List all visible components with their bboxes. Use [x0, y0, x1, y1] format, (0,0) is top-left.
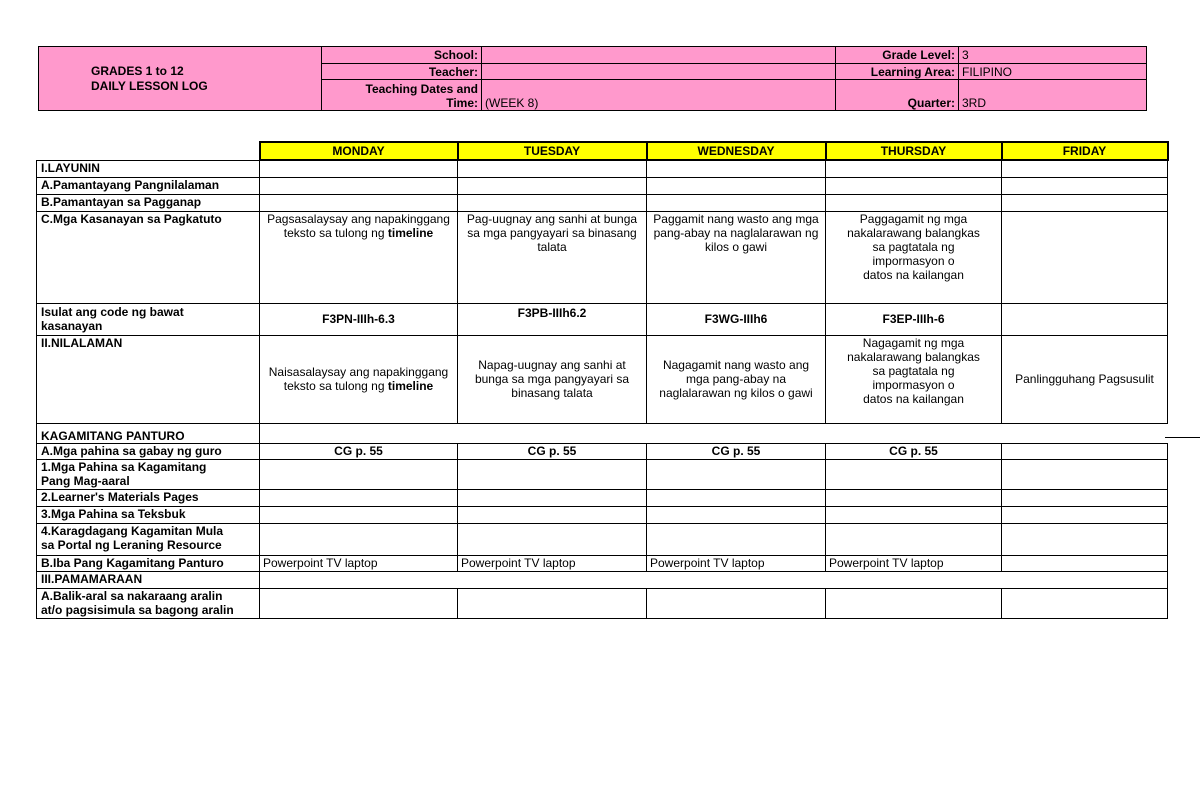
kasanayan-thursday[interactable]: Paggagamit ng mga nakalarawang balangkas sa pagtatala ng impormasyon o datos na kailangan — [826, 211, 1002, 303]
table-row — [37, 523, 1168, 555]
cell[interactable] — [647, 506, 826, 523]
log-title — [39, 47, 322, 111]
cell[interactable] — [1002, 489, 1168, 506]
code-tuesday[interactable]: F3PB-IIIh6.2 — [458, 303, 647, 335]
row-label-pamamaraan: III.PAMAMARAAN — [37, 571, 260, 588]
school-field[interactable] — [482, 47, 836, 64]
grade-level-field[interactable]: 3 — [959, 47, 1147, 64]
cell[interactable] — [458, 160, 647, 177]
row-label-learners-materials: 2.Learner's Materials Pages — [37, 489, 260, 506]
title-line-1: GRADES 1 to 12 — [91, 63, 184, 78]
grade-level-label: Grade Level: — [836, 47, 959, 64]
cell[interactable] — [1002, 160, 1168, 177]
gabay-thursday[interactable]: CG p. 55 — [826, 443, 1002, 459]
gabay-friday[interactable] — [1002, 443, 1168, 459]
cell[interactable] — [260, 160, 458, 177]
kasanayan-monday[interactable]: Pagsasalaysay ang napakinggang teksto sa tulong ng timeline — [260, 211, 458, 303]
cell[interactable] — [260, 489, 458, 506]
day-monday: MONDAY — [260, 142, 458, 160]
row-label-karagdagang-kagamitan: 4.Karagdagang Kagamitan Mula sa Portal ng Leraning Resource — [37, 523, 260, 555]
row-label-pamantayang-pangnilalaman: A.Pamantayang Pangnilalaman — [37, 177, 260, 194]
cell[interactable] — [826, 160, 1002, 177]
nilalaman-monday[interactable]: Naisasalaysay ang napakinggang teksto sa tulong ng timeline — [260, 335, 458, 423]
code-thursday[interactable]: F3EP-IIIh-6 — [826, 303, 1002, 335]
row-label-pamantayan-pagganap: B.Pamantayan sa Pagganap — [37, 194, 260, 211]
table-row — [37, 335, 1168, 423]
gabay-tuesday[interactable]: CG p. 55 — [458, 443, 647, 459]
cell[interactable] — [260, 177, 458, 194]
blank-corner — [37, 142, 260, 160]
cell[interactable] — [647, 194, 826, 211]
cell[interactable] — [647, 160, 826, 177]
row-label-kagamitang-panturo: KAGAMITANG PANTURO — [37, 423, 260, 443]
cell[interactable] — [826, 506, 1002, 523]
title-line-2: DAILY LESSON LOG — [91, 78, 208, 93]
cell[interactable] — [1002, 194, 1168, 211]
cell[interactable] — [647, 489, 826, 506]
table-row — [37, 555, 1168, 571]
cell[interactable] — [260, 506, 458, 523]
cell[interactable] — [647, 523, 826, 555]
cell[interactable] — [647, 459, 826, 489]
row-label-balik-aral: A.Balik-aral sa nakaraang aralin at/o pagsisimula sa bagong aralin — [37, 588, 260, 618]
nilalaman-friday[interactable]: Panlingguhang Pagsusulit — [1002, 335, 1168, 423]
learning-area-label: Learning Area: — [836, 64, 959, 80]
teacher-field[interactable] — [482, 64, 836, 80]
cell[interactable] — [647, 177, 826, 194]
table-row — [37, 459, 1168, 489]
table-row — [37, 588, 1168, 618]
row-label-iba-pang-kagamitan: B.Iba Pang Kagamitang Panturo — [37, 555, 260, 571]
table-row — [37, 571, 1168, 588]
iba-thursday[interactable]: Powerpoint TV laptop — [826, 555, 1002, 571]
code-monday[interactable]: F3PN-IIIh-6.3 — [260, 303, 458, 335]
school-label: School: — [322, 47, 482, 64]
day-thursday: THURSDAY — [826, 142, 1002, 160]
iba-friday[interactable] — [1002, 555, 1168, 571]
day-friday: FRIDAY — [1002, 142, 1168, 160]
cell[interactable] — [826, 459, 1002, 489]
cell[interactable] — [458, 177, 647, 194]
table-row — [37, 506, 1168, 523]
stray-border-line — [1165, 437, 1200, 438]
cell[interactable] — [260, 588, 458, 618]
cell[interactable] — [647, 588, 826, 618]
kasanayan-friday[interactable] — [1002, 211, 1168, 303]
iba-wednesday[interactable]: Powerpoint TV laptop — [647, 555, 826, 571]
table-row — [37, 194, 1168, 211]
table-row — [37, 443, 1168, 459]
lesson-log-table — [36, 141, 1169, 619]
quarter-label: Quarter: — [836, 80, 959, 111]
row-label-teksbuk: 3.Mga Pahina sa Teksbuk — [37, 506, 260, 523]
row-label-code: Isulat ang code ng bawat kasanayan — [37, 303, 260, 335]
gabay-wednesday[interactable]: CG p. 55 — [647, 443, 826, 459]
cell[interactable] — [458, 489, 647, 506]
cell[interactable] — [260, 194, 458, 211]
row-label-kasanayan: C.Mga Kasanayan sa Pagkatuto — [37, 211, 260, 303]
teacher-label: Teacher: — [322, 64, 482, 80]
code-friday[interactable] — [1002, 303, 1168, 335]
cell[interactable] — [1002, 506, 1168, 523]
cell[interactable] — [826, 194, 1002, 211]
code-wednesday[interactable]: F3WG-IIIh6 — [647, 303, 826, 335]
gabay-monday[interactable]: CG p. 55 — [260, 443, 458, 459]
cell[interactable] — [826, 489, 1002, 506]
header-table — [38, 46, 1147, 111]
cell[interactable] — [260, 523, 458, 555]
row-label-gabay-guro: A.Mga pahina sa gabay ng guro — [37, 443, 260, 459]
kasanayan-wednesday[interactable]: Paggamit nang wasto ang mga pang-abay na naglalarawan ng kilos o gawi — [647, 211, 826, 303]
iba-tuesday[interactable]: Powerpoint TV laptop — [458, 555, 647, 571]
cell[interactable] — [458, 194, 647, 211]
table-row — [37, 177, 1168, 194]
row-label-kagamitang-mag-aaral: 1.Mga Pahina sa Kagamitang Pang Mag-aaral — [37, 459, 260, 489]
table-row — [37, 303, 1168, 335]
table-row — [37, 489, 1168, 506]
nilalaman-wednesday[interactable]: Nagagamit nang wasto ang mga pang-abay na naglalarawan ng kilos o gawi — [647, 335, 826, 423]
kasanayan-tuesday[interactable]: Pag-uugnay ang sanhi at bunga sa mga pangyayari sa binasang talata — [458, 211, 647, 303]
cell[interactable] — [1002, 177, 1168, 194]
teaching-dates-label: Teaching Dates and Time: — [322, 80, 482, 111]
iba-monday[interactable]: Powerpoint TV laptop — [260, 555, 458, 571]
table-row — [37, 423, 1168, 443]
table-row — [37, 211, 1168, 303]
cell[interactable] — [458, 459, 647, 489]
nilalaman-tuesday[interactable]: Napag-uugnay ang sanhi at bunga sa mga pangyayari sa binasang talata — [458, 335, 647, 423]
cell[interactable] — [1002, 459, 1168, 489]
cell[interactable] — [260, 423, 1168, 443]
cell[interactable] — [260, 459, 458, 489]
cell[interactable] — [1002, 588, 1168, 618]
teaching-dates-field[interactable]: (WEEK 8) — [482, 80, 836, 111]
table-row — [37, 160, 1168, 177]
cell[interactable] — [826, 177, 1002, 194]
cell[interactable] — [458, 506, 647, 523]
learning-area-field[interactable]: FILIPINO — [959, 64, 1147, 80]
day-tuesday: TUESDAY — [458, 142, 647, 160]
row-label-nilalaman: II.NILALAMAN — [37, 335, 260, 423]
day-wednesday: WEDNESDAY — [647, 142, 826, 160]
cell[interactable] — [826, 523, 1002, 555]
cell[interactable] — [826, 588, 1002, 618]
cell[interactable] — [1002, 523, 1168, 555]
cell[interactable] — [260, 571, 1168, 588]
nilalaman-thursday[interactable]: Nagagamit ng mga nakalarawang balangkas sa pagtatala ng impormasyon o datos na kailangan — [826, 335, 1002, 423]
cell[interactable] — [458, 588, 647, 618]
row-label-layunin: I.LAYUNIN — [37, 160, 260, 177]
days-header-row — [37, 142, 1168, 160]
cell[interactable] — [458, 523, 647, 555]
quarter-field[interactable]: 3RD — [959, 80, 1147, 111]
